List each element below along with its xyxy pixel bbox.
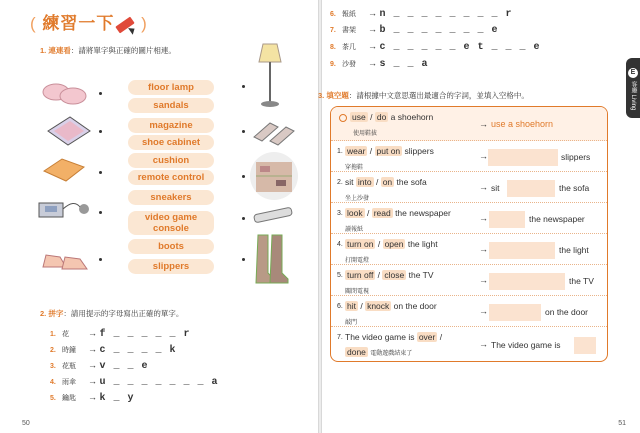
slippers-image <box>40 78 90 106</box>
spelling-item[interactable]: 7. 書架 → b _ _ _ _ _ _ _ e <box>330 24 499 36</box>
page-number: 51 <box>618 420 626 427</box>
question-row: 5. turn off / close the TV 關閉電視 → the TV <box>331 265 608 296</box>
cushion-image <box>40 155 88 185</box>
word-magazine[interactable]: magazine <box>128 118 214 133</box>
spelling-item[interactable]: 8. 茶几 → c _ _ _ _ _ e t _ _ _ e <box>330 41 541 53</box>
question-row: 2. sit into / on the sofa 坐上沙發 → sit the sofa <box>331 172 608 203</box>
chapter-tab: E客廳 Living Room <box>626 58 640 118</box>
magazine-image <box>40 113 95 148</box>
spelling-item[interactable]: 3. 花瓶 → v _ _ e <box>50 360 149 372</box>
page-title: ( 練習一下 ) <box>30 14 148 33</box>
question-row: 4. turn on / open the light 打開電燈 → the light <box>331 234 608 265</box>
boots-image <box>252 233 292 285</box>
answer-blank[interactable] <box>489 304 541 321</box>
fill-in-panel <box>330 106 608 362</box>
word-remote-control[interactable]: remote control <box>128 170 214 185</box>
question-row: 3. look / read the newspaper 讀報紙 → the newspaper <box>331 203 608 234</box>
spelling-item[interactable]: 6. 報紙 → n _ _ _ _ _ _ _ _ r <box>330 8 513 20</box>
sneakers-image <box>40 245 90 275</box>
spelling-item[interactable]: 5. 鑰匙 → k _ y <box>50 392 135 404</box>
question-row: 6. hit / knock on the door 敲門 → on the door <box>331 296 608 327</box>
section-3-heading: 3. 填空題：請根據中文意思選出最適合的字詞，並填入空格中。 <box>318 91 529 100</box>
question-row: 1. wear / put on slippers 穿拖鞋 → slippers <box>331 141 608 172</box>
answer-blank[interactable] <box>507 180 555 197</box>
answer-blank[interactable] <box>489 211 525 228</box>
word-slippers[interactable]: slippers <box>128 259 214 274</box>
example-marker-icon <box>339 114 347 122</box>
answer-blank[interactable] <box>574 337 596 354</box>
question-row: 7. The video game is over / done 電動遊戲結束了 → The video game is <box>331 327 608 362</box>
word-shoe-cabinet[interactable]: shoe cabinet <box>128 135 214 150</box>
floor-lamp-image <box>255 40 285 110</box>
word-floor-lamp[interactable]: floor lamp <box>128 80 214 95</box>
section-2-heading: 2. 拼字：請用提示的字母寫出正確的單字。 <box>40 309 184 318</box>
section-1-heading: 1. 連連看：請將單字與正確的圖片相連。 <box>40 46 176 55</box>
spelling-item[interactable]: 9. 沙發 → s _ _ a <box>330 58 429 70</box>
word-video-game-console[interactable]: video game console <box>128 211 214 235</box>
shoe-cabinet-image <box>250 152 298 200</box>
spelling-item[interactable]: 1. 花 → f _ _ _ _ _ r <box>50 328 191 340</box>
left-page <box>0 0 318 433</box>
answer-blank[interactable] <box>489 242 555 259</box>
example-answer: use a shoehorn <box>491 119 554 129</box>
example-row: use / do a shoehorn 使用鞋拔 → use a shoehorn <box>331 107 608 141</box>
spelling-item[interactable]: 4. 雨傘 → u _ _ _ _ _ _ _ a <box>50 376 219 388</box>
answer-blank[interactable] <box>489 273 565 290</box>
word-sandals[interactable]: sandals <box>128 98 214 113</box>
answer-blank[interactable] <box>488 149 558 166</box>
word-cushion[interactable]: cushion <box>128 153 214 168</box>
spelling-item[interactable]: 2. 時鐘 → c _ _ _ _ k <box>50 344 177 356</box>
word-sneakers[interactable]: sneakers <box>128 190 214 205</box>
word-boots[interactable]: boots <box>128 239 214 254</box>
sandals-image <box>250 115 298 147</box>
remote-control-image <box>252 207 294 223</box>
page-number: 50 <box>22 420 30 427</box>
video-game-console-image <box>36 195 96 225</box>
